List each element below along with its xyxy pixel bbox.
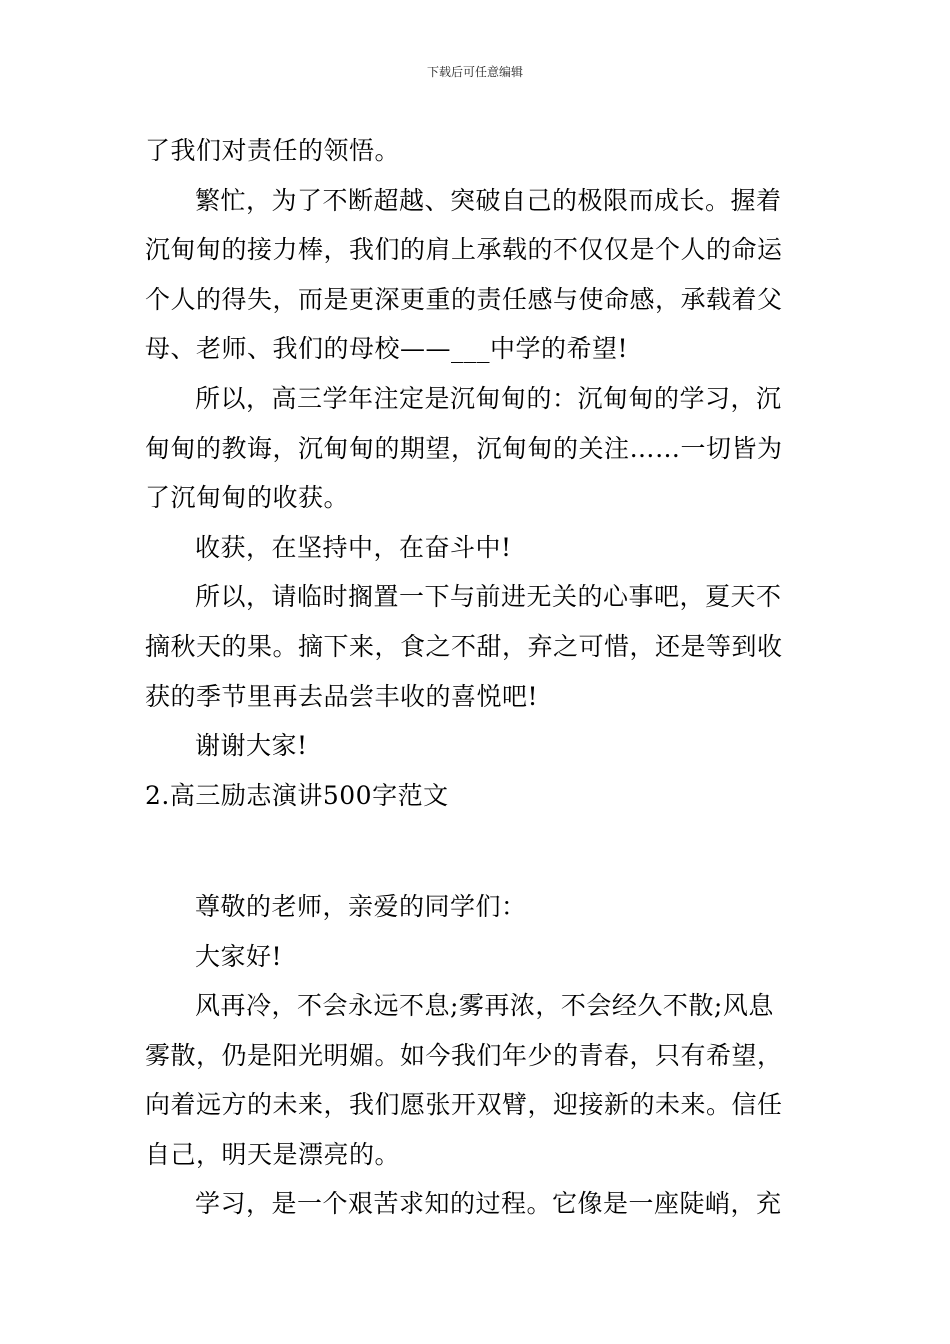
text-line: 摘秋天的果。摘下来，食之不甜，弃之可惜，还是等到收 <box>145 631 783 661</box>
text-line: 自己，明天是漂亮的。 <box>145 1139 401 1169</box>
spacer <box>145 870 810 882</box>
greeting: 大家好! <box>195 941 283 971</box>
text-line: 了我们对责任的领悟。 <box>145 136 401 165</box>
paragraph-start: 所以，高三学年注定是沉甸甸的：沉甸甸的学习，沉 <box>195 383 782 413</box>
paragraph-start: 风再冷，不会永远不息;雾再浓，不会经久不散;风息 <box>195 991 774 1021</box>
document-body <box>145 126 810 1229</box>
text-line: 个人的得失，而是更深更重的责任感与使命感，承载着父 <box>145 284 783 314</box>
paragraph-start: 繁忙，为了不断超越、突破自己的极限而成长。握着 <box>195 185 782 215</box>
page-header-note: 下载后可任意编辑 <box>426 65 523 79</box>
text-line: 沉甸甸的接力棒，我们的肩上承载的不仅仅是个人的命运 <box>145 235 783 265</box>
salutation: 尊敬的老师，亲爱的同学们： <box>195 891 527 921</box>
paragraph-start: 学习，是一个艰苦求知的过程。它像是一座陡峭，充 <box>195 1189 782 1219</box>
section-heading: 2.高三励志演讲500字范文 <box>145 780 449 810</box>
text-line: 获的季节里再去品尝丰收的喜悦吧! <box>145 681 539 711</box>
blank-line <box>145 820 810 870</box>
text-line: 甸甸的教诲，沉甸甸的期望，沉甸甸的关注……一切皆为 <box>145 433 783 463</box>
paragraph-start: 谢谢大家! <box>195 731 308 761</box>
paragraph-start: 所以，请临时搁置一下与前进无关的心事吧，夏天不 <box>195 582 782 612</box>
text-line: 了沉甸甸的收获。 <box>145 483 350 513</box>
paragraph-start: 收获，在坚持中，在奋斗中! <box>195 532 512 562</box>
text-line: 雾散，仍是阳光明媚。如今我们年少的青春，只有希望， <box>145 1040 783 1070</box>
text-line: 向着远方的未来，我们愿张开双臂，迎接新的未来。信任 <box>145 1090 783 1120</box>
text-line: 母、老师、我们的母校——___中学的希望! <box>145 334 629 364</box>
